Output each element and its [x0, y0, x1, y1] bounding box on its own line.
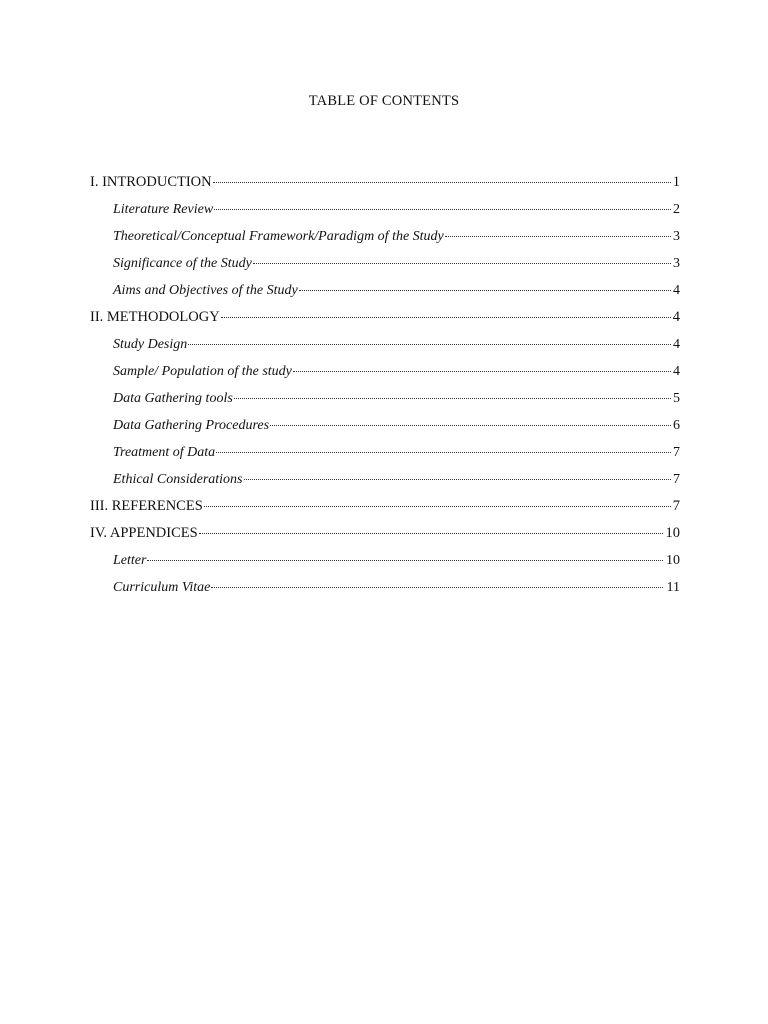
toc-entry-label: II. METHODOLOGY: [90, 309, 220, 325]
toc-page-number: 11: [666, 580, 680, 595]
dot-leader: [214, 208, 671, 210]
toc-page-number: 1: [672, 174, 680, 190]
dot-leader: [299, 289, 671, 291]
dot-leader: [199, 532, 663, 534]
dot-leader: [234, 397, 671, 399]
dot-leader: [244, 478, 672, 480]
toc-entry-label: Curriculum Vitae: [113, 580, 211, 595]
toc-page-number: 3: [673, 256, 680, 271]
toc-subsection-entry: [90, 331, 680, 358]
toc-page-number: 4: [673, 364, 680, 379]
toc-page-number: 4: [672, 309, 680, 325]
dot-leader: [270, 424, 671, 426]
dot-leader: [213, 181, 671, 183]
dot-leader: [293, 370, 671, 372]
toc-subsection-entry: [90, 250, 680, 277]
toc-page-number: 7: [672, 498, 680, 514]
dot-leader: [188, 343, 671, 345]
toc-section-entry: [90, 520, 680, 547]
toc-subsection-entry: [90, 277, 680, 304]
toc-subsection-entry: [90, 223, 680, 250]
toc-page-number: 4: [673, 337, 680, 352]
toc-entry-label: Treatment of Data: [113, 445, 216, 460]
toc-subsection-entry: [90, 385, 680, 412]
toc-subsection-entry: [90, 439, 680, 466]
toc-subsection-entry: [90, 574, 680, 601]
dot-leader: [211, 586, 663, 588]
toc-entry-label: Theoretical/Conceptual Framework/Paradigm of the Study: [113, 229, 444, 244]
dot-leader: [204, 505, 671, 507]
toc-subsection-entry: [90, 412, 680, 439]
toc-entry-label: Letter: [113, 553, 147, 568]
toc-entry-label: Significance of the Study: [113, 256, 252, 271]
toc-page-number: 7: [673, 445, 680, 460]
toc-subsection-entry: [90, 466, 680, 493]
toc-entry-label: III. REFERENCES: [90, 498, 203, 514]
dot-leader: [445, 235, 671, 237]
toc-page-number: 6: [673, 418, 680, 433]
dot-leader: [216, 451, 671, 453]
dot-leader: [147, 559, 663, 561]
toc-page-number: 10: [665, 525, 680, 541]
toc-entry-label: Literature Review: [113, 202, 214, 217]
toc-entry-label: Data Gathering tools: [113, 391, 233, 406]
toc-entry-label: Sample/ Population of the study: [113, 364, 292, 379]
toc-entry-label: Data Gathering Procedures: [113, 418, 270, 433]
toc-page-number: 5: [673, 391, 680, 406]
toc-section-entry: [90, 169, 680, 196]
toc-page-number: 2: [673, 202, 680, 217]
toc-subsection-entry: [90, 196, 680, 223]
toc-section-entry: [90, 304, 680, 331]
toc-entry-label: Aims and Objectives of the Study: [113, 283, 298, 298]
dot-leader: [253, 262, 671, 264]
toc-page-number: 7: [673, 472, 680, 487]
dot-leader: [221, 316, 671, 318]
toc-entry-label: IV. APPENDICES: [90, 525, 198, 541]
toc-entry-label: Study Design: [113, 337, 188, 352]
toc-page-number: 4: [673, 283, 680, 298]
toc-page-number: 3: [673, 229, 680, 244]
toc-section-entry: [90, 493, 680, 520]
toc-entry-label: I. INTRODUCTION: [90, 174, 212, 190]
table-of-contents: [90, 169, 680, 601]
toc-page-number: 10: [666, 553, 680, 568]
toc-subsection-entry: [90, 358, 680, 385]
toc-subsection-entry: [90, 547, 680, 574]
page-title: TABLE OF CONTENTS: [308, 93, 460, 109]
toc-entry-label: Ethical Considerations: [113, 472, 243, 487]
